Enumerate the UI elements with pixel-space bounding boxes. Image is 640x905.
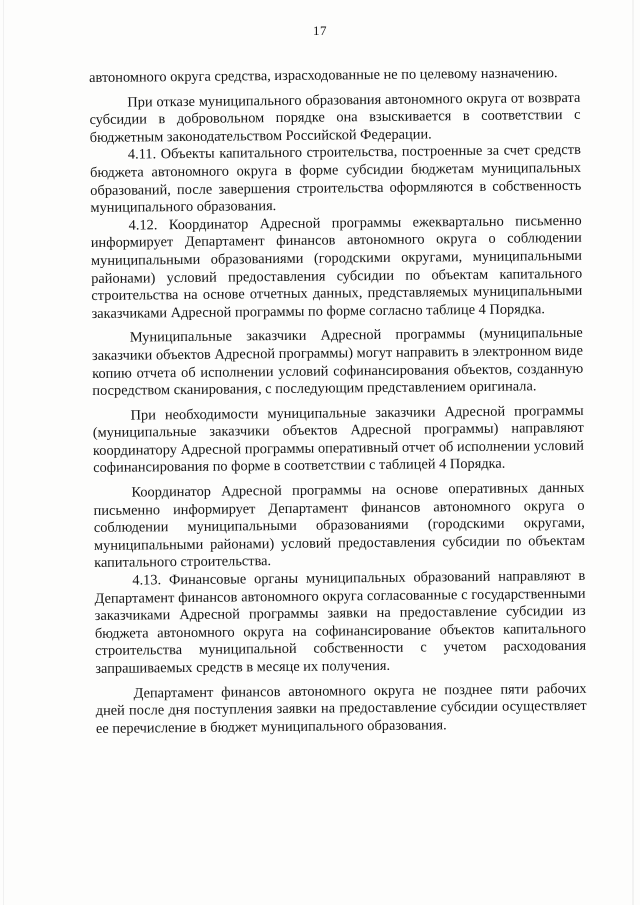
paragraph: При отказе муниципального образования автономного округа от возврата субсидии в добровольном порядке она взыскивается в соответствии с бюджетным законодательством Российской Федерации. <box>89 89 581 146</box>
paragraph: 4.11. Объекты капитального строительства, построенные за счет средств бюджета автономного округа в форме субсидии бюджетам муниципальных образований, после завершения строительства оформляются в собственность муниципального образования. <box>89 142 582 217</box>
paragraph: Муниципальные заказчики Адресной программы (муниципальные заказчики объектов Адресной программы) могут направить в электронном виде копию отчета об исполнении условий софинансирования объектов, созданную посредством сканирования, с последующим представлением оригинала. <box>91 325 584 400</box>
paragraph: 4.13. Финансовые органы муниципальных образований направляют в Департамент финансов автономного округа согласованные с государственными заказчиками Адресной программы заявки на предоставление субсидии из бюджета автономного округа на софинансирование объектов капитального строительства муниципальной собственности с учетом расходования запрашиваемых средств в месяце их получения. <box>94 567 587 677</box>
paragraph: 4.12. Координатор Адресной программы ежеквартально письменно информирует Департамент финансов автономного округа о соблюдении муниципальными образованиями (городскими округами, муниципальными районами) условий предоставления субсидии по объектам капитального строительства на основе отчетных данных, представляемых муниципальными заказчиками Адресной программы по форме согласно таблице 4 Порядка. <box>90 212 583 322</box>
document-body <box>89 65 587 738</box>
scan-edge-right <box>632 0 634 905</box>
scan-edge-left <box>3 0 4 905</box>
paragraph: При необходимости муниципальные заказчики Адресной программы (муниципальные заказчики объектов Адресной программы) направляют координатору Адресной программы оперативный отчет об исполнении условий софинансирования по форме в соответствии с таблицей 4 Порядка. <box>92 402 585 477</box>
paragraph: Департамент финансов автономного округа не позднее пяти рабочих дней после дня поступления заявки на предоставление субсидии осуществляет ее перечисление в бюджет муниципального образования. <box>95 680 587 737</box>
page-number: 17 <box>313 23 327 38</box>
paragraph: Координатор Адресной программы на основе оперативных данных письменно информирует Департамент финансов автономного округа о соблюдении муниципальными образованиями (городскими округами, муниципальными районами) условий предоставления субсидии по объектам капитального строительства. <box>93 479 586 572</box>
paragraph: автономного округа средства, израсходованные не по целевому назначению. <box>89 65 558 86</box>
